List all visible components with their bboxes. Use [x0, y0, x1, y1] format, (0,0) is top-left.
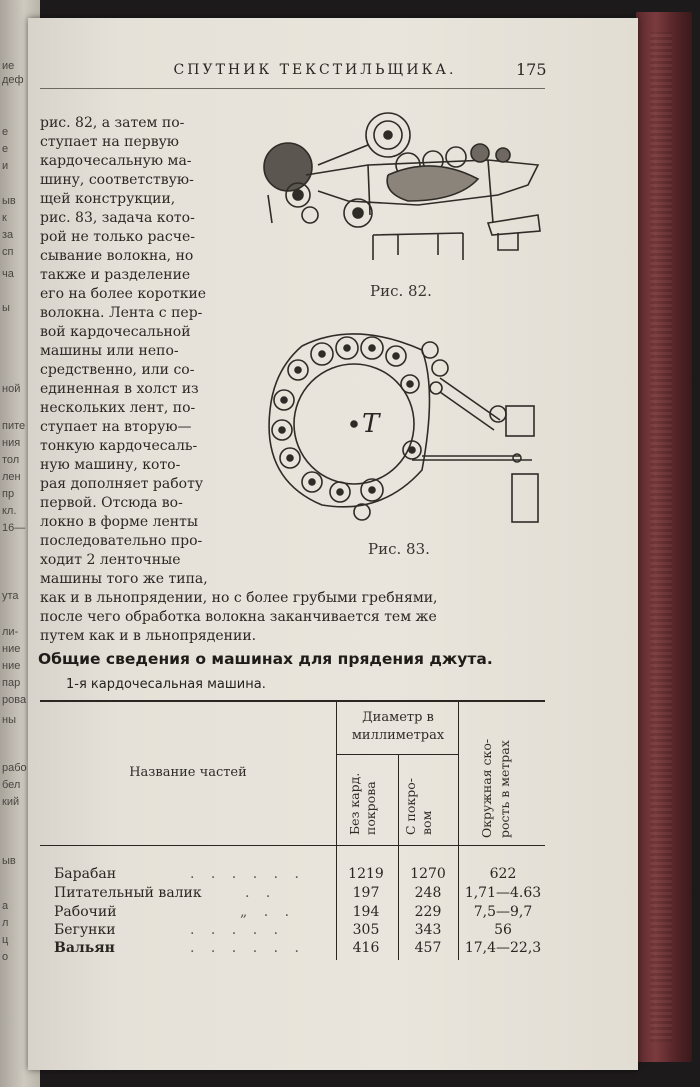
left-page-fragment: лен [2, 471, 21, 483]
row-diameter-without: 1219 [348, 866, 384, 882]
figure-83-drum-label: T [362, 409, 380, 439]
text-line: шину, соответствую- [40, 172, 194, 188]
text-line: последовательно про- [40, 533, 203, 549]
row-diameter-with: 457 [414, 940, 442, 956]
header-rule [40, 88, 545, 89]
left-page-fragment: пите [2, 420, 26, 432]
text-line: ную машину, кото- [40, 457, 181, 473]
left-page-fragment: е [2, 143, 9, 155]
left-page-fragment: ыв [2, 195, 16, 207]
table-top-rule [40, 700, 545, 702]
text-line: волокна. Лента с пер- [40, 305, 203, 321]
column-header-speed: Окружная ско- [479, 738, 494, 838]
left-page-fragment: тол [2, 454, 20, 466]
subheader-without-cover: Без кард. [347, 772, 362, 835]
text-line: ступает на вторую— [40, 419, 192, 435]
text-line: рая дополняет работу [40, 476, 204, 492]
left-page-fragment: ута [2, 590, 19, 602]
text-line: единенная в холст из [40, 381, 199, 397]
row-part-name: Питательный валик [54, 885, 202, 901]
subheader-with-cover: вом [419, 810, 434, 835]
row-leader-dots: . . . . . . [190, 866, 305, 882]
left-page-fragment: сп [2, 246, 14, 258]
table-row [40, 940, 545, 959]
text-line: сывание волокна, но [40, 248, 194, 264]
left-page-fragment: ы [2, 302, 10, 314]
text-line: кардочесальную ма- [40, 153, 192, 169]
text-line: машины того же типа, [40, 571, 208, 587]
row-diameter-with: 229 [414, 904, 442, 920]
left-page-fragment: ыв [2, 855, 16, 867]
subheader-with-cover: С покро- [403, 778, 418, 835]
section-title: Общие сведения о машинах для прядения джута. [38, 650, 493, 668]
column-header-speed: рость в метрах [497, 740, 512, 838]
left-page-fragment: л [2, 917, 9, 929]
text-line: вой кардочесальной [40, 324, 191, 340]
row-speed: 17,4—22,3 [464, 940, 542, 956]
text-line: рой не только расче- [40, 229, 195, 245]
book-binding [636, 12, 692, 1062]
left-page-fragment: за [2, 229, 14, 241]
left-page-fragment: и [2, 160, 9, 172]
table-row [40, 866, 545, 885]
table-header-bottom-rule [40, 845, 545, 846]
left-page-fragment: пар [2, 677, 21, 689]
left-page-fragment: рова [2, 694, 27, 706]
row-leader-dots: „ . . [240, 904, 296, 920]
left-page-fragment: пр [2, 488, 15, 500]
text-line: как и в льнопрядении, но с более грубыми гребнями, [40, 590, 438, 606]
left-page-fragment: ны [2, 714, 16, 726]
figure-83-caption: Рис. 83. [368, 540, 430, 558]
figure-83-illustration [262, 330, 552, 530]
row-diameter-without: 194 [352, 904, 380, 920]
row-diameter-with: 248 [414, 885, 442, 901]
row-leader-dots: . . [245, 885, 277, 901]
column-header-diameter: Диаметр в [362, 710, 434, 725]
row-leader-dots: . . . . . . [190, 940, 305, 956]
text-line: ступает на первую [40, 134, 179, 150]
text-line: локно в форме ленты [40, 514, 198, 530]
left-page-fragment: ние [2, 643, 21, 655]
text-line: после чего обработка волокна заканчивается тем же [40, 609, 437, 625]
text-line: щей конструкции, [40, 191, 176, 207]
left-page-fragment: бел [2, 779, 21, 791]
text-line: ходит 2 ленточные [40, 552, 181, 568]
text-line: рис. 82, а затем по- [40, 115, 185, 131]
row-speed: 622 [489, 866, 517, 882]
left-page-fragment: ния [2, 437, 21, 449]
figure-82-illustration [258, 105, 548, 265]
row-part-name: Барабан [54, 866, 117, 882]
left-page-fragment: рабо [2, 762, 27, 774]
text-line: нескольких лент, по- [40, 400, 196, 416]
row-diameter-with: 1270 [410, 866, 446, 882]
text-line: машины или непо- [40, 343, 179, 359]
left-page-fragment: к [2, 212, 7, 224]
column-header-diameter: миллиметрах [351, 728, 445, 743]
table-row [40, 904, 545, 923]
row-speed: 7,5—9,7 [473, 904, 533, 920]
left-page-fragment: ча [2, 268, 14, 280]
left-page-fragment: о [2, 951, 9, 963]
row-speed: 1,71—4.63 [464, 885, 542, 901]
table-row [40, 922, 545, 941]
row-speed: 56 [494, 922, 512, 938]
row-part-name: Рабочий [54, 904, 117, 920]
left-page-fragment: ние [2, 660, 21, 672]
row-leader-dots: . . . . . [190, 922, 285, 938]
text-line: его на более короткие [40, 286, 207, 302]
column-header-name: Название частей [129, 765, 247, 780]
left-page-fragment: деф [2, 74, 24, 86]
left-page-fragment: ц [2, 934, 9, 946]
page-number: 175 [516, 60, 547, 79]
left-page-fragment: а [2, 900, 9, 912]
left-page-fragment: ной [2, 383, 21, 395]
row-diameter-without: 416 [352, 940, 380, 956]
table-row [40, 885, 545, 904]
left-page-fragment: кл. [2, 505, 17, 517]
figure-82-caption: Рис. 82. [370, 282, 432, 300]
left-page-fragment: 16— [2, 522, 26, 534]
text-line: рис. 83, задача кото- [40, 210, 195, 226]
left-page-fragment: кий [2, 796, 20, 808]
section-subtitle: 1-я кардочесальная машина. [66, 677, 266, 692]
left-page-fragment: е [2, 126, 9, 138]
table-subheader-rule [336, 754, 458, 755]
text-line: тонкую кардочесаль- [40, 438, 198, 454]
text-line: также и разделение [40, 267, 191, 283]
row-part-name: Бегунки [54, 922, 116, 938]
row-diameter-with: 343 [414, 922, 442, 938]
running-title: СПУТНИК ТЕКСТИЛЬЩИКА. [173, 62, 457, 78]
subheader-without-cover: покрова [363, 781, 378, 835]
row-part-name: Вальян [54, 940, 115, 956]
left-page-fragment: ие [2, 60, 15, 72]
text-line: путем как и в льнопрядении. [40, 628, 257, 644]
left-page-fragment: ли- [2, 626, 19, 638]
row-diameter-without: 305 [352, 922, 380, 938]
text-line: средственно, или со- [40, 362, 195, 378]
row-diameter-without: 197 [352, 885, 380, 901]
text-line: первой. Отсюда во- [40, 495, 183, 511]
